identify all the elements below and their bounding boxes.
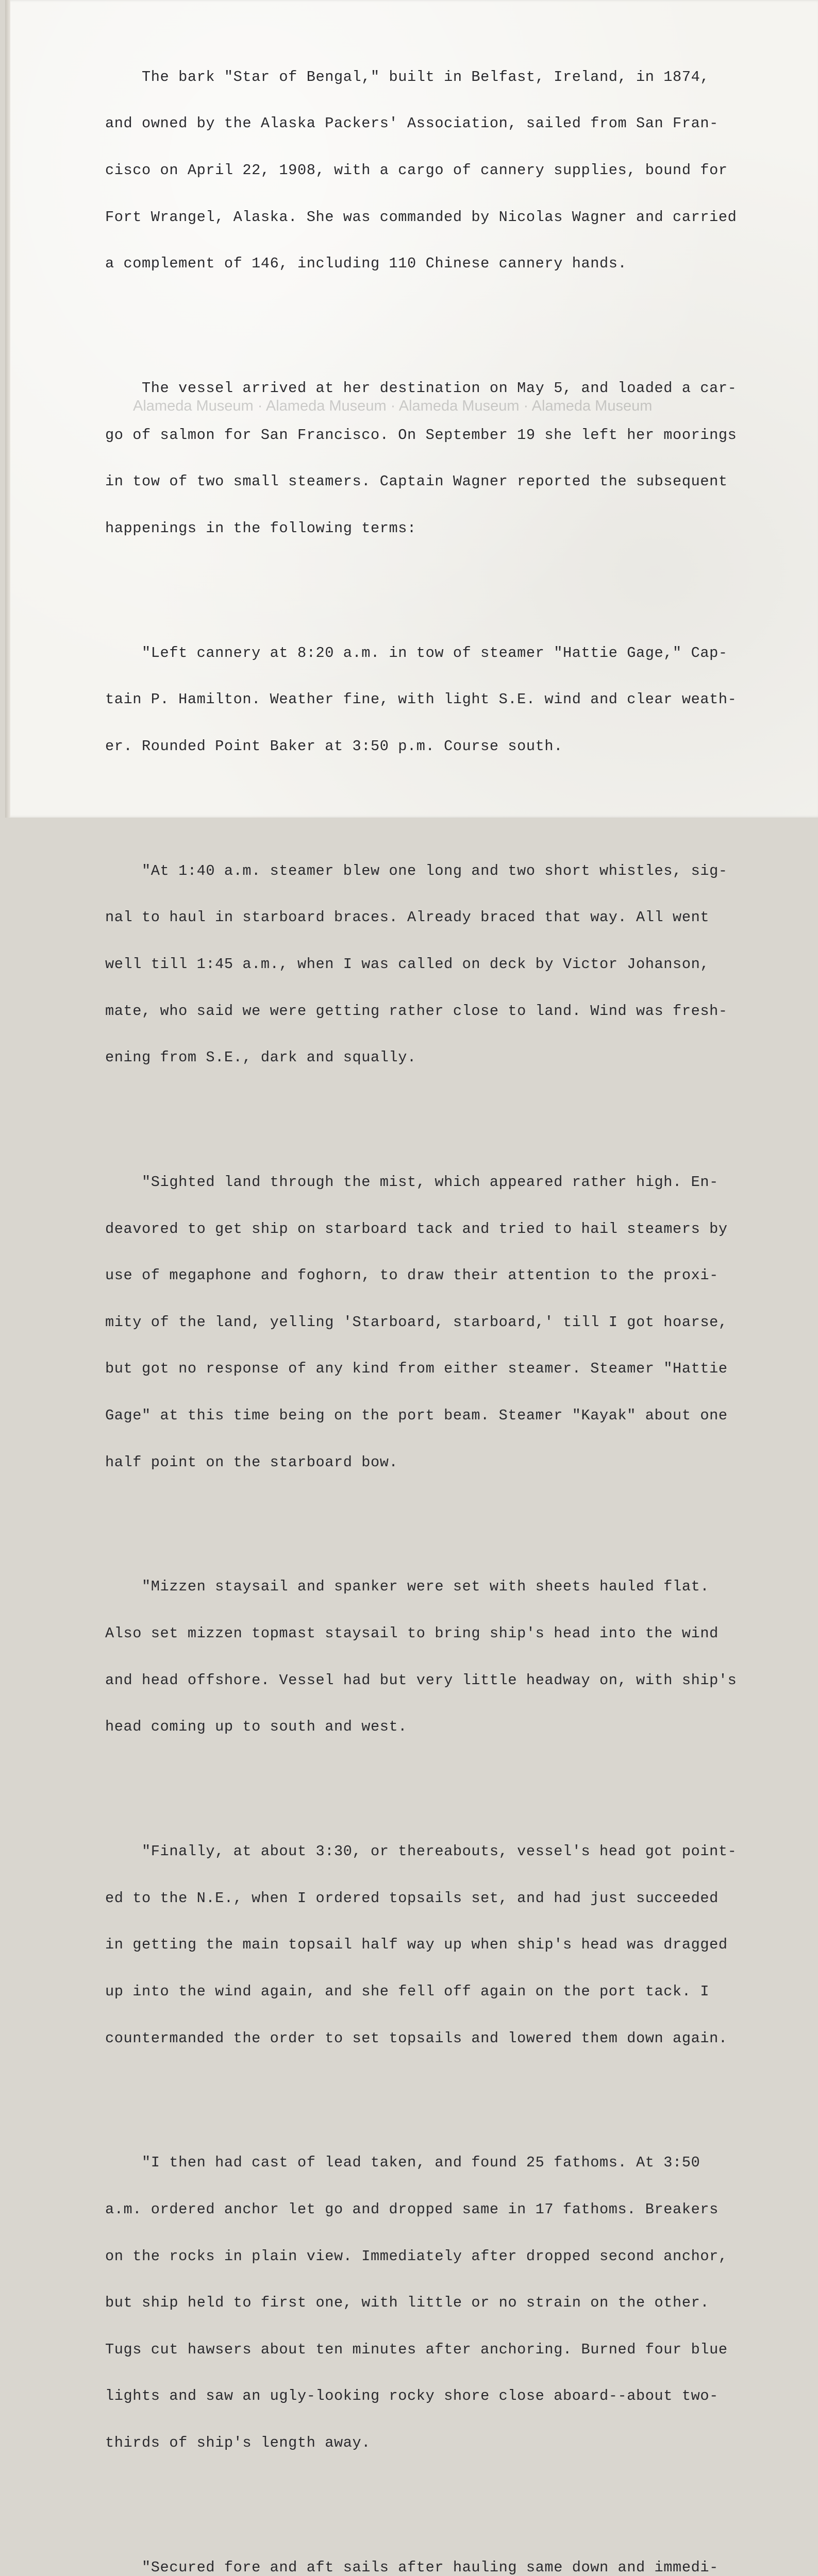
text-line: countermanded the order to set topsails and lowered them down again. <box>105 2029 728 2047</box>
text-line: mate, who said we were getting rather close to land. Wind was fresh- <box>105 1002 728 1020</box>
text-line: "At 1:40 a.m. steamer blew one long and two short whistles, sig- <box>105 862 728 879</box>
paragraph-4 <box>105 832 770 1096</box>
text-line: a complement of 146, including 110 Chinese cannery hands. <box>105 255 627 273</box>
text-line: lights and saw an ugly-looking rocky shore close aboard--about two- <box>105 2387 719 2405</box>
text-line: go of salmon for San Francisco. On September 19 she left her moorings <box>105 426 737 444</box>
text-line: ening from S.E., dark and squally. <box>105 1049 416 1066</box>
paragraph-5 <box>105 1144 770 1502</box>
text-line: "I then had cast of lead taken, and found 25 fathoms. At 3:50 <box>105 2154 700 2172</box>
paragraph-7 <box>105 1813 770 2077</box>
watermark: Alameda Museum · Alameda Museum · Alameda Museum · Alameda Museum <box>133 398 653 414</box>
paragraph-3 <box>105 614 770 785</box>
text-line: thirds of ship's length away. <box>105 2434 371 2451</box>
text-line: cisco on April 22, 1908, with a cargo of cannery supplies, bound for <box>105 162 728 179</box>
text-line: on the rocks in plain view. Immediately after dropped second anchor, <box>105 2247 728 2265</box>
text-line: tain P. Hamilton. Weather fine, with light S.E. wind and clear weath- <box>105 691 737 708</box>
paragraph-6 <box>105 1548 770 1766</box>
text-line: happenings in the following terms: <box>105 519 416 537</box>
text-line: deavored to get ship on starboard tack and tried to hail steamers by <box>105 1220 728 1238</box>
text-line: but ship held to first one, with little or no strain on the other. <box>105 2294 710 2312</box>
text-line: use of megaphone and foghorn, to draw their attention to the proxi- <box>105 1267 719 1284</box>
text-line: Also set mizzen topmast staysail to bring ship's head into the wind <box>105 1625 719 1642</box>
text-line: half point on the starboard bow. <box>105 1453 398 1471</box>
text-line: er. Rounded Point Baker at 3:50 p.m. Course south. <box>105 737 563 755</box>
text-line: The vessel arrived at her destination on May 5, and loaded a car- <box>105 380 737 397</box>
typed-text-body <box>105 7 770 2576</box>
text-line: well till 1:45 a.m., when I was called on deck by Victor Johanson, <box>105 955 710 973</box>
text-line: "Sighted land through the mist, which appeared rather high. En- <box>105 1173 719 1191</box>
paragraph-9 <box>105 2529 770 2576</box>
page-left-edge <box>5 0 10 818</box>
paragraph-2 <box>105 350 770 568</box>
paragraph-1 <box>105 38 770 302</box>
text-line: and head offshore. Vessel had but very little headway on, with ship's <box>105 1671 737 1689</box>
text-line: up into the wind again, and she fell off again on the port tack. I <box>105 1982 710 2000</box>
text-line: "Left cannery at 8:20 a.m. in tow of steamer "Hattie Gage," Cap- <box>105 644 728 662</box>
text-line: "Finally, at about 3:30, or thereabouts, vessel's head got point- <box>105 1843 737 1860</box>
text-line: and owned by the Alaska Packers' Association, sailed from San Fran- <box>105 115 719 132</box>
paragraph-8 <box>105 2124 770 2482</box>
text-line: but got no response of any kind from either steamer. Steamer "Hattie <box>105 1360 728 1378</box>
text-line: mity of the land, yelling 'Starboard, starboard,' till I got hoarse, <box>105 1313 728 1331</box>
text-line: Tugs cut hawsers about ten minutes after anchoring. Burned four blue <box>105 2341 728 2358</box>
text-line: a.m. ordered anchor let go and dropped same in 17 fathoms. Breakers <box>105 2200 719 2218</box>
text-line: head coming up to south and west. <box>105 1718 408 1736</box>
text-line: "Mizzen staysail and spanker were set with sheets hauled flat. <box>105 1578 710 1596</box>
text-line: nal to haul in starboard braces. Already braced that way. All went <box>105 909 710 926</box>
text-line: Fort Wrangel, Alaska. She was commanded by Nicolas Wagner and carried <box>105 208 737 226</box>
text-line: ed to the N.E., when I ordered topsails set, and had just succeeded <box>105 1889 719 1907</box>
text-line: "Secured fore and aft sails after hauling same down and immedi- <box>105 2558 719 2576</box>
text-line: Gage" at this time being on the port beam. Steamer "Kayak" about one <box>105 1407 728 1425</box>
text-line: The bark "Star of Bengal," built in Belfast, Ireland, in 1874, <box>105 68 710 86</box>
text-line: in getting the main topsail half way up when ship's head was dragged <box>105 1936 728 1954</box>
text-line: in tow of two small steamers. Captain Wagner reported the subsequent <box>105 473 728 490</box>
document-page <box>5 0 818 2576</box>
